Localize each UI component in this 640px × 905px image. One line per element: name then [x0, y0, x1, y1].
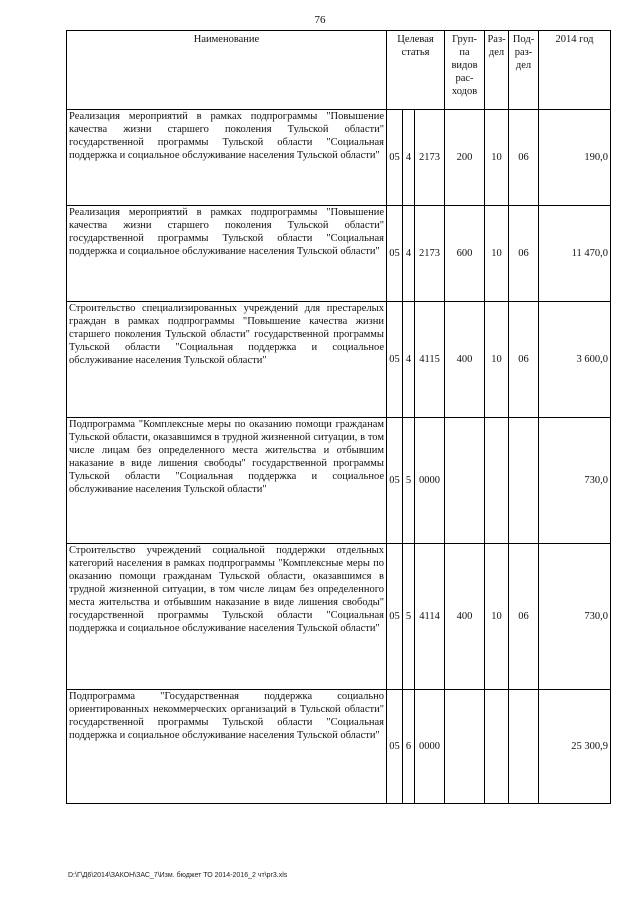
row-name: Реализация мероприятий в рамках подпрограммы "Повышение качества жизни старшего поколения Тульской области" государственной программы Тульской области "Социальная поддержка и социальное обслуживание населения Тульской области": [67, 206, 387, 302]
row-section: 10: [485, 110, 509, 206]
row-article-part2: 6: [403, 690, 415, 804]
row-amount: 730,0: [539, 418, 611, 544]
row-section: [485, 690, 509, 804]
row-name: Подпрограмма "Комплексные меры по оказанию помощи гражданам Тульской области, оказавшимся в трудной жизненной ситуации, в том числе лицам без определенного места жительства и отбывшим наказание в виде лишения свободы" государственной программы Тульской области "Социальная поддержка и социальное обслуживание населения Тульской области": [67, 418, 387, 544]
header-subsection: Под-раз-дел: [509, 31, 539, 110]
row-section: [485, 418, 509, 544]
table-header-row: [67, 31, 611, 110]
row-article-part2: 4: [403, 110, 415, 206]
header-section: Раз-дел: [485, 31, 509, 110]
row-expense-group: 400: [445, 544, 485, 690]
table-row: [67, 206, 611, 302]
row-article-part1: 05: [387, 544, 403, 690]
row-article-part3: 4114: [415, 544, 445, 690]
row-amount: 730,0: [539, 544, 611, 690]
row-article-part1: 05: [387, 690, 403, 804]
row-article-part2: 5: [403, 418, 415, 544]
row-expense-group: [445, 690, 485, 804]
table-row: [67, 302, 611, 418]
row-article-part1: 05: [387, 110, 403, 206]
page-number: 76: [314, 14, 326, 26]
header-target-article: Целевая статья: [387, 31, 445, 110]
row-subsection: 06: [509, 544, 539, 690]
row-expense-group: [445, 418, 485, 544]
table-row: [67, 690, 611, 804]
row-subsection: 06: [509, 110, 539, 206]
row-subsection: 06: [509, 206, 539, 302]
budget-table: [66, 30, 611, 804]
row-article-part2: 4: [403, 206, 415, 302]
row-article-part3: 0000: [415, 418, 445, 544]
row-amount: 11 470,0: [539, 206, 611, 302]
row-expense-group: 200: [445, 110, 485, 206]
row-subsection: [509, 418, 539, 544]
row-name: Подпрограмма "Государственная поддержка социально ориентированных некоммерческих организаций в Тульской области" государственной программы Тульской области "Социальная поддержка и социальное обслуживание населения Тульской области": [67, 690, 387, 804]
table-row: [67, 544, 611, 690]
row-article-part3: 0000: [415, 690, 445, 804]
row-article-part1: 05: [387, 206, 403, 302]
file-path-footer: D:\Г\Д6\2014\ЗАКОН\ЗАС_7\Изм. бюджет ТО 2014-2016_2 чт\pr3.xls: [68, 872, 288, 879]
row-amount: 190,0: [539, 110, 611, 206]
row-name: Строительство учреждений социальной поддержки отдельных категорий населения в рамках подпрограммы "Комплексные меры по оказанию помощи гражданам Тульской области, оказавшимся в трудной жизненной ситуации, в том числе лицам без определенного места жительства и отбывшим наказание в виде лишения свободы" государственной программы Тульской области "Социальная поддержка и социальное обслуживание населения Тульской области": [67, 544, 387, 690]
row-amount: 3 600,0: [539, 302, 611, 418]
header-year: 2014 год: [539, 31, 611, 110]
table-row: [67, 110, 611, 206]
row-article-part3: 2173: [415, 206, 445, 302]
row-article-part1: 05: [387, 302, 403, 418]
row-expense-group: 400: [445, 302, 485, 418]
row-section: 10: [485, 302, 509, 418]
row-article-part2: 4: [403, 302, 415, 418]
row-name: Строительство специализированных учреждений для престарелых граждан в рамках подпрограммы "Повышение качества жизни старшего поколения Тульской области" государственной программы Тульской области "Социальная поддержка и социальное обслуживание населения Тульской области": [67, 302, 387, 418]
row-article-part2: 5: [403, 544, 415, 690]
row-article-part1: 05: [387, 418, 403, 544]
header-expense-group: Груп-па видов рас-ходов: [445, 31, 485, 110]
row-article-part3: 4115: [415, 302, 445, 418]
row-section: 10: [485, 544, 509, 690]
table-row: [67, 418, 611, 544]
row-name: Реализация мероприятий в рамках подпрограммы "Повышение качества жизни старшего поколения Тульской области" государственной программы Тульской области "Социальная поддержка и социальное обслуживание населения Тульской области": [67, 110, 387, 206]
row-article-part3: 2173: [415, 110, 445, 206]
row-expense-group: 600: [445, 206, 485, 302]
row-amount: 25 300,9: [539, 690, 611, 804]
row-section: 10: [485, 206, 509, 302]
row-subsection: 06: [509, 302, 539, 418]
row-subsection: [509, 690, 539, 804]
header-name: Наименование: [67, 31, 387, 110]
